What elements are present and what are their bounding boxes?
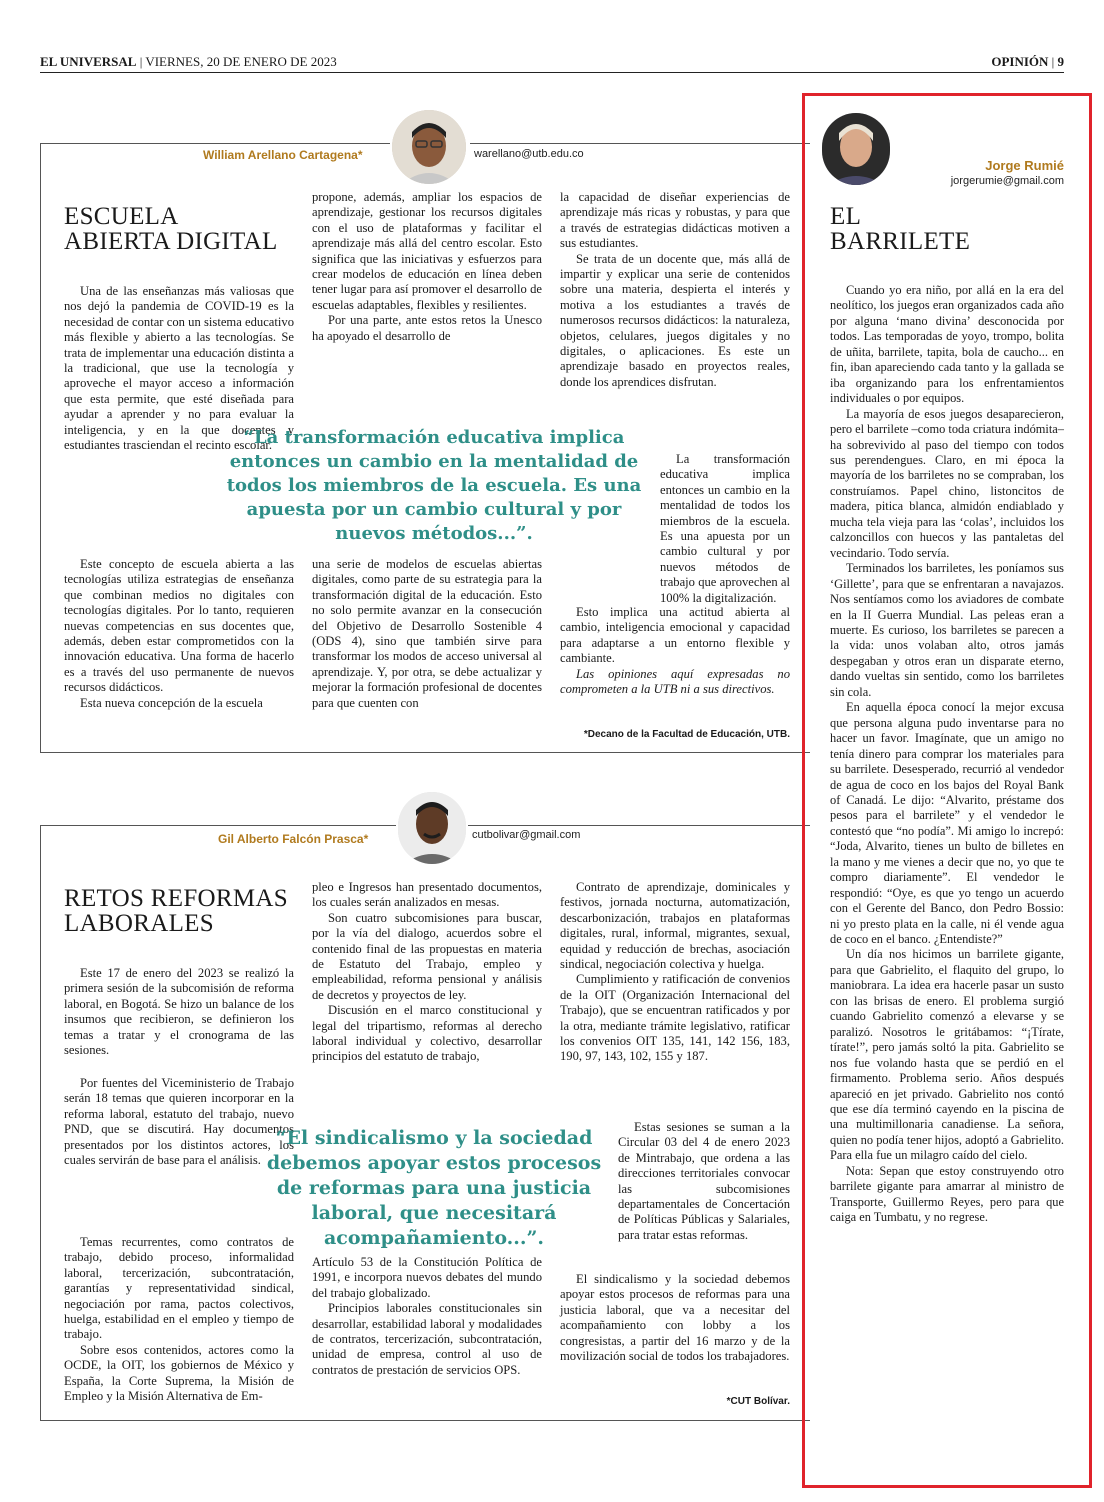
paragraph: propone, además, ampliar los espacios de aprendizaje, gestionar los recursos digitales con el uso de plataformas y facilitar el aprendizaje más allá del centro escolar. Esto significa que las iniciativas y esfuerzos para crear modelos de educación en línea deben tener lugar para así promover el desarrollo de escuelas adaptables, flexibles y resilientes. [312, 190, 542, 312]
pull-quote: “La transformación educativa implica entonces un cambio en la mentalidad de todos los miembros de la escuela. Es una apuesta por un cambio cultural y por nuevos métodos...”. [226, 427, 642, 544]
article-title [830, 204, 970, 254]
paragraph: Principios laborales constitucionales sin desarrollar, estabilidad laboral y modalidades de contratos, tercerización, subcontratación, unidad de empresa, control al uso de contratos de prestación de servicios OPS. [312, 1301, 542, 1377]
page-number: 9 [1057, 54, 1064, 69]
title-line-1: RETOS REFORMAS [64, 885, 288, 912]
paragraph: En aquella época conocí la mejor excusa que persona alguna pudo inventarse para no hacer un favor. Imagínate, que un amigo no tenía dinero para comprar los materiales para su barrilete. Desesperado, recurrió al vendedor de agua de coco en los bajos del Royal Bank of Canadá. Le dijo: “Alvarito, préstame dos pesos para el barrilete” y el vendedor le contestó que “no podía”. Mi amigo lo increpó: “Joda, Alvarito, tienes un bulto de billetes en la mano y me vienes a decir que no, yo que te compro diariamente”. El vendedor le respondió: “Oye, es que yo tengo un acuerdo con el Gerente del Banco, don Pedro Bossio: ni yo presto plata en la calle, ni él vende agua de coco en el banco. ¿Entendiste?” [830, 700, 1064, 947]
paragraph: Son cuatro subcomisiones para buscar, por la vía del dialogo, acuerdos sobre el contenido final de las propuestas en materia de Estatuto del Trabajo, empleo y empleabilidad, reforma pensional y análisis de decretos y proyectos de ley. [312, 910, 542, 1002]
paragraph: Esto implica una actitud abierta al cambio, inteligencia emocional y capacidad para adaptarse a un entorno flexible y cambiante. [560, 605, 790, 666]
column-3 [560, 190, 790, 390]
paragraph: Cumplimiento y ratificación de convenios de la OIT (Organización Internacional del Trabajo), que se encuentran ratificados y por la otra, mediante trámite legislativo, ratificar los convenios OIT 135, 141, 142 156, 183, 190, 97, 143, 102, 155 y 187. [560, 972, 790, 1064]
column-3-lower [560, 1272, 790, 1364]
paragraph: Discusión en el marco constitucional y legal del tripartismo, reformas al derecho laboral individual y colectivo, desarrollar principios del estatuto de trabajo, [312, 1003, 542, 1064]
paragraph: Estas sesiones se suman a la Circular 03 del 4 de enero 2023 de Mintrabajo, que ordena a las direcciones territoriales convocar las subcomisiones departamentales de Concertación de Políticas Públicas y Salariales, para tratar estas reformas. [618, 1120, 790, 1242]
column-1 [830, 283, 1064, 1226]
author-photo [822, 113, 890, 185]
paragraph: El sindicalismo y la sociedad debemos apoyar estos procesos de reformas para una justicia laboral, que va a necesitar del acompañamiento con lobby a los congresistas, a partir del 16 marzo y de la movilización social de todos los trabajadores. [560, 1272, 790, 1364]
paragraph: Una de las enseñanzas más valiosas que nos dejó la pandemia de COVID-19 es la necesidad de contar con un sistema educativo más flexible y abierto a las tecnologías. Se trata de implementar una educación distinta a la tradicional, que use la tecnología y aproveche el mayor acceso a información que esta permite, que esté diseñada para ayudar a aprender y no para evaluar la inteligencia, y en la que docentes y estudiantes trasciendan el recinto escolar. [64, 284, 294, 453]
frame-left [40, 825, 41, 1420]
masthead-line [40, 54, 337, 70]
paragraph: La mayoría de esos juegos desaparecieron, pero el barrilete –como toda criatura indómita– ha sobrevivido al paso del tiempo con todos sus perendengues. Claro, en mi época la mayoría de los barriletes no se compraban, los construíamos. Papel chino, listoncitos de madera, pitica blanca, almidón endiablado y mucha tela vieja para las ‘colas’, incluidos los calzoncillos con huecos y las pantaletas del vecindario. Todo servía. [830, 406, 1064, 560]
frame-top-right [470, 143, 810, 144]
column-1-lower [64, 557, 294, 711]
frame-bottom [40, 1420, 810, 1421]
paragraph: la capacidad de diseñar experiencias de aprendizaje más ricas y robustas, y para que a través de estrategias didácticas motiven a sus estudiantes. [560, 190, 790, 251]
column-2-lower [312, 557, 542, 711]
column-2-lower [312, 1255, 542, 1378]
author-photo [392, 110, 466, 184]
paragraph: La transformación educativa implica entonces un cambio en la mentalidad de todos los miembros de la escuela. Es una apuesta por un cambio cultural y por nuevos métodos de trabajo que aprovechen al 100% la digitalización. [660, 452, 790, 605]
frame-top-left [40, 143, 390, 144]
author-portrait-icon [822, 113, 890, 185]
paragraph: Contrato de aprendizaje, dominicales y festivos, jornada nocturna, automatización, descarbonización, trabajos en plataformas digitales, rural, informal, migrantes, sexual, equidad y reducción de brechas, asociación sindical, negociación colectiva y huelga. [560, 880, 790, 972]
column-1-lower [64, 1235, 294, 1404]
frame-top-right [468, 825, 810, 826]
paragraph: Un día nos hicimos un barrilete gigante, para que Gabrielito, el flaquito del grupo, lo maniobrara. La idea era hacerle pasar un susto con las brisas de enero. El problema surgió cuando Gabrielito comenzó a elevarse y se paralizó. Nosotros le gritábamos: “¡Tírate, tírate!”, pero jamás soltó la pita. Gabrielito se nos fue volando hasta que se perdió en el firmamento. Problema serio. Años después apareció en jet privado. Gabrielito nos contó que ese día terminó cayendo en la piscina de una multimillonaria canadiense. La señora, quien no podía tener hijos, adoptó a Gabrielito. Para ella fue un milagro caído del cielo. [830, 947, 1064, 1163]
article-title [64, 886, 288, 936]
column-3-wrap [618, 1120, 790, 1243]
header-rule [40, 72, 1064, 73]
author-email[interactable]: cutbolivar@gmail.com [472, 829, 581, 841]
column-2 [312, 190, 542, 344]
paragraph: Nota: Sepan que estoy construyendo otro barrilete gigante para amarrar al ministro de Transporte, Guillermo Reyes, pero para que caiga en Tumbatu, y no regrese. [830, 1163, 1064, 1225]
column-1 [64, 966, 294, 1058]
pull-quote: “El sindicalismo y la sociedad debemos apoyar estos procesos de reformas para una justicia laboral, que necesitará acompañamiento...”. [266, 1127, 602, 1249]
column-3 [560, 880, 790, 1065]
footnote: *CUT Bolívar. [726, 1396, 790, 1407]
column-3-wrap [660, 452, 790, 606]
masthead: EL UNIVERSAL [40, 54, 137, 69]
disclaimer: Las opiniones aquí expresadas no comprometen a la UTB ni a sus directivos. [560, 666, 790, 697]
section-line [991, 54, 1064, 70]
footnote: *Decano de la Facultad de Educación, UTB. [583, 729, 790, 740]
frame-left [40, 143, 41, 752]
paragraph: Este concepto de escuela abierta a las tecnologías utiliza estrategias de enseñanza que combinan medios no digitales con tecnologías digitales. Por lo tanto, requieren nuevas competencias en sus docentes que, además, deben estar comprometidos con la innovación educativa. Una forma de hacerlo es a través del uso permanente de nuevos recursos didácticos. [64, 557, 294, 695]
paragraph: Por fuentes del Viceministerio de Trabajo serán 18 temas que quieren incorporar en la reforma laboral, estatuto del trabajo, nuevo PND, que se discutirá. Hay documentos presentados por los distintos actores, los cuales servirán de base para el análisis. [64, 1076, 294, 1168]
author-portrait-icon [392, 110, 466, 184]
paragraph: Temas recurrentes, como contratos de trabajo, debido proceso, informalidad laboral, tercerización, subcontratación, garantías y representatividad sindical, negociación por rama, pactos colectivos, huelga, estabilidad en el empleo y tiempo de trabajo. [64, 1235, 294, 1342]
frame-top-left [40, 825, 396, 826]
paragraph: una serie de modelos de escuelas abiertas digitales, como parte de su estrategia para la transformación digital de la educación. Esto no solo permite avanzar en la consecución del Objetivo de Desarrollo Sostenible 4 (ODS 4), sino que también sirve para transformar los modos de acceso universal al aprendizaje. Y, por otra, se debe actualizar y mejorar la formación profesional de docentes para que cuenten con [312, 557, 542, 710]
paragraph: Sobre esos contenidos, actores como la OCDE, la OIT, los gobiernos de México y España, la Corte Suprema, la Misión de Empleo y la Misión Alternativa de Em- [64, 1342, 294, 1404]
section-name: OPINIÓN [991, 54, 1049, 69]
paragraph: Artículo 53 de la Constitución Política de 1991, e incorpora nuevos debates del mundo del trabajo globalizado. [312, 1255, 542, 1300]
title-line-2: BARRILETE [830, 228, 971, 255]
paragraph: Cuando yo era niño, por allá en la era del neolítico, los juegos eran organizados cada año por alguna ‘mano divina’ desconocida por todos. Las temporadas de yoyo, trompo, bolita de uñita, barrilete, tapita, bola de caucho... en fin, iban apareciendo cada tanto y la gallada se iba organizando para los enfrentamientos individuales o por equipos. [830, 283, 1064, 406]
paragraph: Se trata de un docente que, más allá de impartir y explicar una serie de contenidos sobre una materia, despierta el interés y motiva a los estudiantes a través de numerosos recursos didácticos: la naturaleza, objetos, celulares, juegos digitales y no digitales, o aplicaciones. Es este un aprendizaje basado en proyectos reales, donde los aprendices disfrutan. [560, 251, 790, 389]
author-email[interactable]: warellano@utb.edu.co [474, 148, 584, 160]
paragraph: Esta nueva concepción de la escuela [80, 695, 263, 710]
column-3-lower [560, 605, 790, 697]
separator: | [139, 54, 146, 69]
author-photo [398, 792, 466, 864]
title-line-2: ABIERTA DIGITAL [64, 228, 278, 255]
paragraph: pleo e Ingresos han presentado documentos, los cuales serán analizados en mesas. [312, 880, 542, 910]
paragraph: Terminados los barriletes, les poníamos sus ‘Gillette’, para que se enfrentaran a navajazos. Nos sentíamos como los aviadores de combate en la II Guerra Mundial. Las peleas eran a muerte. Es curioso, los barriletes se parecen a la vida: unos volaban alto, otros jamás despegaban y otros eran un disparate eterno, dando vueltas sin sentido, como los barriletes sin cola. [830, 561, 1064, 699]
title-line-1: ESCUELA [64, 203, 179, 230]
separator: | [1051, 54, 1058, 69]
issue-date: VIERNES, 20 DE ENERO DE 2023 [145, 54, 337, 69]
title-line-1: EL [830, 203, 862, 230]
author-name: Gil Alberto Falcón Prasca* [218, 832, 369, 846]
paragraph: Por una parte, ante estos retos la Unesco ha apoyado el desarrollo de [312, 313, 542, 343]
frame-bottom [40, 752, 810, 753]
title-line-2: LABORALES [64, 910, 214, 937]
column-2 [312, 880, 542, 1065]
paragraph: Este 17 de enero del 2023 se realizó la primera sesión de la subcomisión de reforma laboral, en Bogotá. Se hizo un balance de los insumos que recibieron, se definieron los temas a tratar y el cronograma de las sesiones. [64, 966, 294, 1058]
author-portrait-icon [398, 792, 466, 864]
author-name: Jorge Rumié [985, 158, 1064, 173]
author-email[interactable]: jorgerumie@gmail.com [950, 175, 1064, 187]
article-title [64, 204, 278, 254]
author-name: William Arellano Cartagena* [203, 148, 363, 162]
